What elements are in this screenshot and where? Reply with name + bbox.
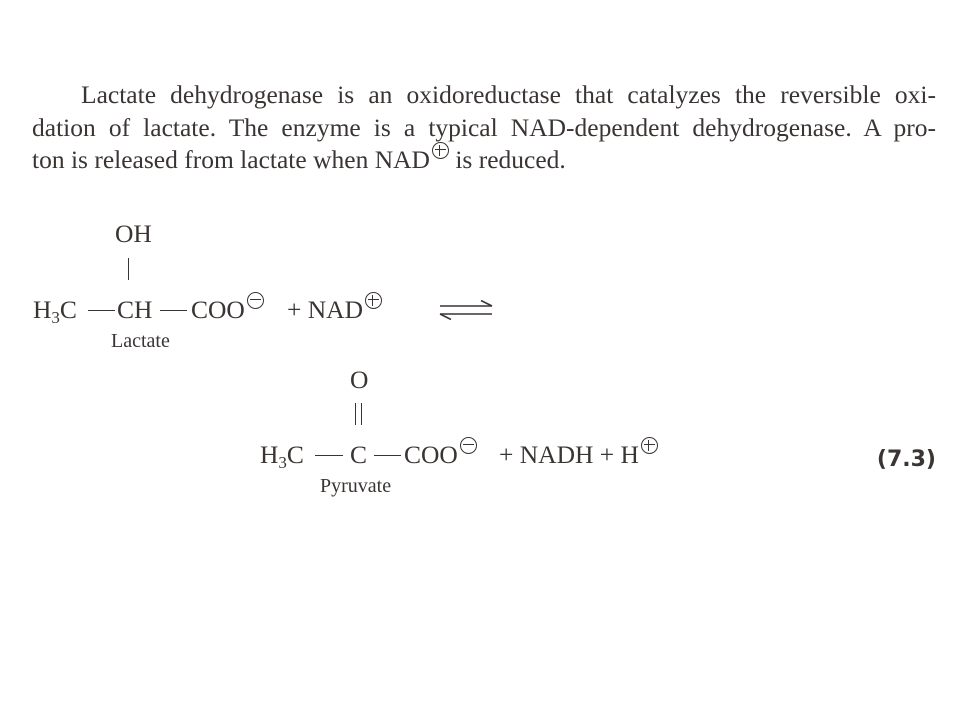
body-paragraph xyxy=(32,79,936,177)
paragraph-line-3 xyxy=(32,144,936,177)
pyruvate-label: Pyruvate xyxy=(320,475,392,497)
carboxylate-text: COO xyxy=(191,295,245,324)
methyl-c: C xyxy=(286,440,304,469)
carboxylate-group xyxy=(191,297,264,323)
equation-number: (7.3) xyxy=(876,447,936,472)
double-bond-vertical xyxy=(355,403,362,425)
single-bond-vertical xyxy=(128,258,129,280)
methyl-subscript: 3 xyxy=(278,453,287,472)
negative-charge-icon xyxy=(247,292,264,309)
positive-charge-icon xyxy=(432,142,449,159)
nadh-text: + NADH + H xyxy=(499,440,639,469)
single-bond xyxy=(374,455,401,456)
paragraph-line-2: dation of lactate. The enzyme is a typical NAD-dependent dehydrogenase. A pro- xyxy=(32,112,936,142)
nadh-products xyxy=(499,442,658,468)
methyl-h: H xyxy=(33,295,52,324)
negative-charge-icon xyxy=(460,437,477,454)
single-bond xyxy=(315,455,343,456)
carboxylate-text: COO xyxy=(404,440,458,469)
lactate-label: Lactate xyxy=(111,330,170,352)
methyl-group xyxy=(33,295,77,327)
single-bond xyxy=(88,310,115,311)
methyl-h: H xyxy=(260,440,279,469)
carboxylate-group xyxy=(404,442,477,468)
methyl-subscript: 3 xyxy=(51,308,60,327)
ch-group: CH xyxy=(117,295,153,324)
hydroxyl-group: OH xyxy=(115,219,152,248)
nad-text: + NAD xyxy=(287,295,364,324)
methyl-group xyxy=(260,440,304,472)
paragraph-line-1: Lactate dehydrogenase is an oxidoreductase that catalyzes the reversible oxi- xyxy=(81,80,936,109)
single-bond xyxy=(160,310,187,311)
equilibrium-arrows-icon xyxy=(436,300,496,320)
carbonyl-oxygen: O xyxy=(350,365,369,394)
paragraph-line-3-end: is reduced. xyxy=(448,145,566,174)
carbonyl-carbon: C xyxy=(350,440,368,469)
positive-charge-icon xyxy=(365,292,382,309)
methyl-c: C xyxy=(59,295,77,324)
nad-reactant xyxy=(287,297,382,323)
positive-charge-icon xyxy=(641,437,658,454)
paragraph-line-3-start: ton is released from lactate when NAD xyxy=(32,145,430,174)
